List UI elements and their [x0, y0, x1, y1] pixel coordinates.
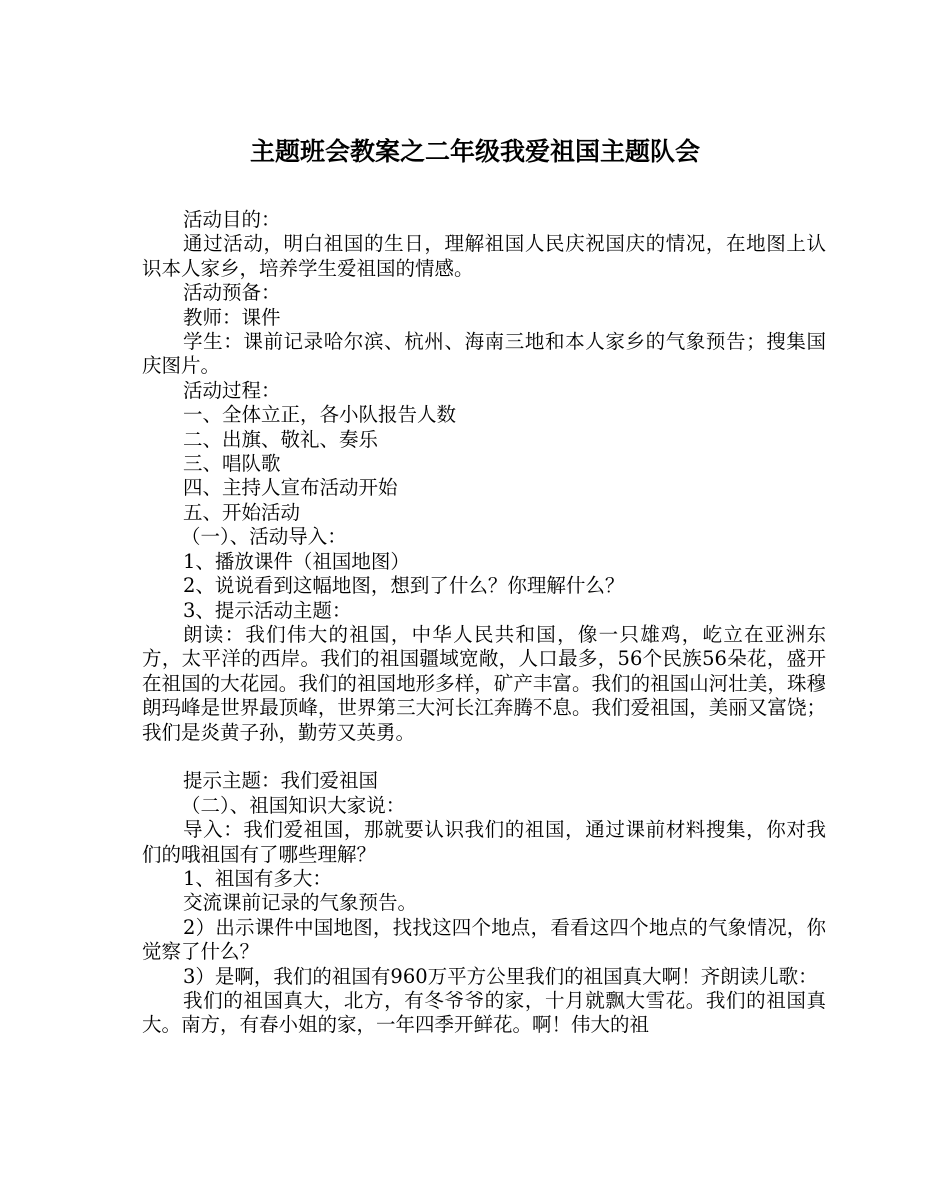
section-2-heading: （二）、祖国知识大家说： — [181, 793, 406, 817]
paragraph-teacher-prep: 教师：课件 — [183, 305, 281, 329]
paragraph-weather-exchange: 交流课前记录的气象预告。 — [183, 891, 418, 915]
step-5: 五、开始活动 — [183, 500, 301, 524]
heading-activity-goal: 活动目的： — [183, 208, 281, 231]
paragraph-activity-goal: 通过活动，明白祖国的生日，理解祖国人民庆祝国庆的情况，在地图上认识本人家乡，培养学生爱祖国的情感。 — [142, 232, 826, 280]
section-2-item-2: 2）出示课件中国地图，找找这四个地点，看看这四个地点的气象情况，你觉察了什么？ — [142, 915, 826, 964]
paragraph-theme-hint: 提示主题：我们爱祖国 — [183, 769, 379, 793]
section-2-item-3: 3）是啊，我们的祖国有960万平方公里我们的祖国真大啊！齐朗读儿歌： — [183, 964, 818, 988]
section-1-item-2: 2、说说看到这幅地图，想到了什么？你理解什么？ — [183, 574, 625, 598]
heading-activity-preparation: 活动预备： — [183, 281, 281, 305]
section-1-heading: （一）、活动导入： — [181, 525, 347, 549]
paragraph-childrens-song: 我们的祖国真大，北方，有冬爷爷的家，十月就飘大雪花。我们的祖国真大。南方，有春小姐的家，一年四季开鲜花。啊！伟大的祖 — [142, 988, 826, 1037]
paragraph-section-2-intro: 导入：我们爱祖国，那就要认识我们的祖国，通过课前材料搜集，你对我们的哦祖国有了哪些理解？ — [142, 818, 826, 866]
document-body — [142, 208, 826, 1038]
step-3: 三、唱队歌 — [183, 452, 281, 476]
blank-line — [142, 745, 826, 769]
paragraph-student-prep: 学生：课前记录哈尔滨、杭州、海南三地和本人家乡的气象预告；搜集国庆图片。 — [142, 330, 826, 378]
section-1-item-1: 1、播放课件（祖国地图） — [183, 549, 410, 573]
step-1: 一、全体立正，各小队报告人数 — [183, 403, 457, 427]
heading-activity-process: 活动过程： — [183, 378, 281, 402]
paragraph-reading: 朗读：我们伟大的祖国，中华人民共和国，像一只雄鸡，屹立在亚洲东方，太平洋的西岸。我们的祖国疆域宽敞，人口最多，56个民族56朵花，盛开在祖国的大花园。我们的祖国地形多样，矿产丰富。我们的祖国山河壮美，珠穆朗玛峰是世界最顶峰，世界第三大河长江奔腾不息。我们爱祖国，美丽又富饶；我们是炎黄子孙，勤劳又英勇。 — [142, 622, 826, 744]
step-4: 四、主持人宣布活动开始 — [183, 476, 398, 500]
section-1-item-3: 3、提示活动主题： — [183, 598, 352, 622]
document-title: 主题班会教案之二年级我爱祖国主题队会 — [249, 137, 700, 166]
section-2-item-1: 1、祖国有多大： — [183, 866, 332, 890]
step-2: 二、出旗、敬礼、奏乐 — [183, 427, 379, 451]
